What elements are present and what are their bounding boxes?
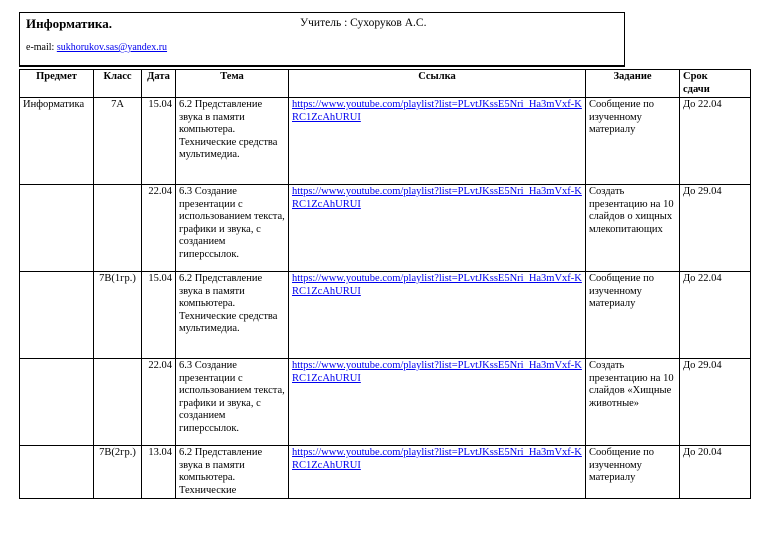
cell-link [289, 359, 586, 446]
cell-task: Создать презентацию на 10 слайдов о хищных млекопитающих [586, 185, 680, 272]
table-row [20, 446, 751, 499]
header-box [19, 12, 625, 66]
cell-class [94, 359, 142, 446]
subject-title: Информатика. [26, 16, 112, 31]
teacher-name: Учитель : Сухоруков А.С. [300, 17, 427, 29]
col-header-subject: Предмет [20, 70, 94, 98]
cell-deadline: До 20.04 [680, 446, 751, 499]
cell-date: 22.04 [142, 185, 176, 272]
cell-topic: 6.2 Представление звука в памяти компьютера. Технические [176, 446, 289, 499]
cell-link [289, 185, 586, 272]
cell-date: 15.04 [142, 98, 176, 185]
table-row [20, 98, 751, 185]
col-header-date: Дата [142, 70, 176, 98]
playlist-link[interactable]: https://www.youtube.com/playlist?list=PLvtJKssE5Nri_Ha3mVxf-KRC1ZcAhURUI [292, 447, 582, 471]
email-line [26, 42, 167, 53]
table-header-row [20, 70, 751, 98]
cell-date: 13.04 [142, 446, 176, 499]
cell-deadline: До 29.04 [680, 185, 751, 272]
cell-date: 22.04 [142, 359, 176, 446]
cell-task: Сообщение по изученному материалу [586, 272, 680, 359]
schedule-table [19, 69, 751, 499]
header-divider [19, 66, 625, 67]
cell-class: 7А [94, 98, 142, 185]
cell-subject [20, 185, 94, 272]
playlist-link[interactable]: https://www.youtube.com/playlist?list=PLvtJKssE5Nri_Ha3mVxf-KRC1ZcAhURUI [292, 273, 582, 297]
playlist-link[interactable]: https://www.youtube.com/playlist?list=PLvtJKssE5Nri_Ha3mVxf-KRC1ZcAhURUI [292, 99, 582, 123]
table-row [20, 359, 751, 446]
col-header-class: Класс [94, 70, 142, 98]
cell-subject: Информатика [20, 98, 94, 185]
cell-link [289, 272, 586, 359]
cell-subject [20, 272, 94, 359]
cell-task: Сообщение по изученному материалу [586, 98, 680, 185]
cell-class: 7В(2гр.) [94, 446, 142, 499]
cell-link [289, 98, 586, 185]
playlist-link[interactable]: https://www.youtube.com/playlist?list=PLvtJKssE5Nri_Ha3mVxf-KRC1ZcAhURUI [292, 186, 582, 210]
cell-topic: 6.2 Представление звука в памяти компьютера. Технические средства мультимедиа. [176, 98, 289, 185]
col-header-task: Задание [586, 70, 680, 98]
cell-date: 15.04 [142, 272, 176, 359]
table-row [20, 272, 751, 359]
email-label: e-mail: [26, 42, 55, 53]
cell-task: Создать презентацию на 10 слайдов «Хищные животные» [586, 359, 680, 446]
email-link[interactable]: sukhorukov.sas@yandex.ru [56, 42, 168, 53]
col-header-deadline: Срок сдачи [680, 70, 751, 98]
playlist-link[interactable]: https://www.youtube.com/playlist?list=PLvtJKssE5Nri_Ha3mVxf-KRC1ZcAhURUI [292, 360, 582, 384]
cell-subject [20, 359, 94, 446]
cell-topic: 6.3 Создание презентации с использованием текста, графики и звука, с созданием гиперссылок. [176, 359, 289, 446]
cell-topic: 6.3 Создание презентации с использованием текста, графики и звука, с созданием гиперссылок. [176, 185, 289, 272]
cell-subject [20, 446, 94, 499]
cell-deadline: До 22.04 [680, 98, 751, 185]
cell-class [94, 185, 142, 272]
cell-deadline: До 22.04 [680, 272, 751, 359]
cell-class: 7В(1гр.) [94, 272, 142, 359]
table-row [20, 185, 751, 272]
cell-topic: 6.2 Представление звука в памяти компьютера. Технические средства мультимедиа. [176, 272, 289, 359]
col-header-link: Ссылка [289, 70, 586, 98]
cell-task: Сообщение по изученному материалу [586, 446, 680, 499]
cell-deadline: До 29.04 [680, 359, 751, 446]
cell-link [289, 446, 586, 499]
col-header-topic: Тема [176, 70, 289, 98]
